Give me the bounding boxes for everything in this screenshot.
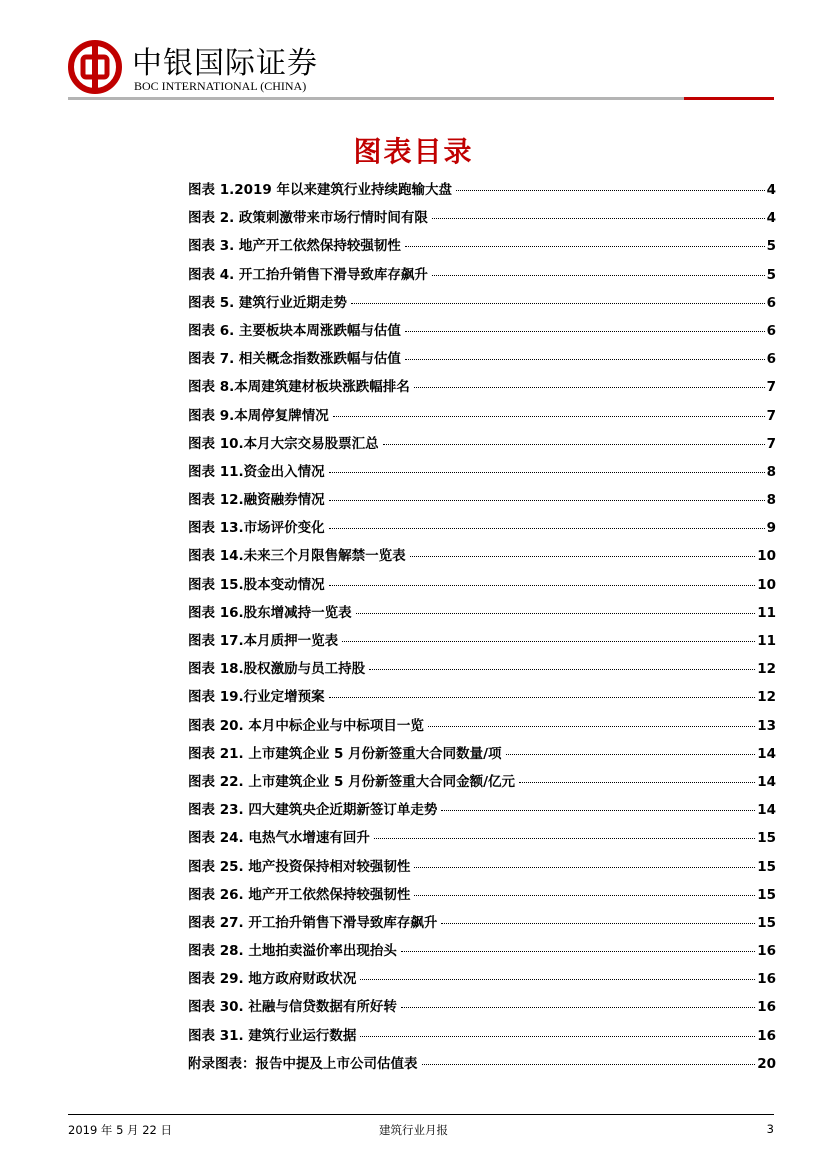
toc-entry-label: 图表 25. 地产投资保持相对较强韧性 [188,858,411,875]
toc-entry-label: 图表 6. 主要板块本周涨跌幅与估值 [188,322,401,339]
toc-entry[interactable] [188,544,776,572]
toc-leader-dots [401,1007,755,1008]
toc-entry-label: 图表 22. 上市建筑企业 5 月份新签重大合同金额/亿元 [188,773,516,790]
toc-entry-label: 图表 28. 土地拍卖溢价率出现抬头 [188,943,397,960]
toc-entry-label: 图表 11.资金出入情况 [188,463,325,480]
toc-entry[interactable] [188,263,776,291]
toc-entry-label: 图表 13.市场评价变化 [188,520,325,537]
toc-entry[interactable] [188,319,776,347]
toc-leader-dots [329,472,765,473]
toc-leader-dots [456,190,765,191]
toc-leader-dots [414,867,755,868]
toc-entry-page: 4 [766,210,776,227]
toc-leader-dots [351,303,765,304]
header-divider [68,97,684,100]
toc-entry-label: 图表 18.股权激励与员工持股 [188,661,366,678]
toc-entry-page: 6 [766,322,776,339]
toc-entry-page: 10 [757,548,776,565]
toc-entry-page: 15 [757,886,776,903]
footer-date: 2019 年 5 月 22 日 [68,1123,172,1137]
toc-entry-page: 16 [757,1027,776,1044]
toc-entry-label: 图表 21. 上市建筑企业 5 月份新签重大合同数量/项 [188,745,502,762]
toc-leader-dots [405,359,765,360]
toc-entry-page: 20 [757,1055,776,1072]
toc-leader-dots [360,1036,755,1037]
toc-entry-page: 15 [757,914,776,931]
toc-entry-page: 5 [766,266,776,283]
toc-leader-dots [506,754,756,755]
header-divider-accent [684,97,774,100]
footer-divider [68,1114,774,1115]
toc-entry-label: 图表 1.2019 年以来建筑行业持续跑输大盘 [188,182,452,198]
toc-entry[interactable] [188,375,776,403]
toc-entry-page: 16 [757,943,776,960]
toc-entry[interactable] [188,516,776,544]
toc-entry[interactable] [188,460,776,488]
toc-entry-page: 6 [766,294,776,311]
toc-entry[interactable] [188,742,776,770]
brand-name-en: BOC INTERNATIONAL (CHINA) [134,79,307,93]
toc-entry[interactable] [188,798,776,826]
toc-leader-dots [333,416,765,417]
toc-leader-dots [369,669,755,670]
toc-entry-label: 图表 8.本周建筑建材板块涨跌幅排名 [188,379,410,396]
toc-entry-label: 图表 17.本月质押一览表 [188,633,339,649]
toc-leader-dots [329,528,765,529]
toc-entry[interactable] [188,206,776,234]
page-title: 图表目录 [353,135,474,168]
toc-entry[interactable] [188,911,776,939]
footer-report-type: 建筑行业月报 [379,1123,448,1137]
toc-leader-dots [414,895,755,896]
toc-entry-label: 图表 15.股本变动情况 [188,576,325,593]
toc-entry[interactable] [188,432,776,460]
toc-entry[interactable] [188,685,776,713]
toc-entry-page: 10 [757,576,776,593]
toc-entry-page: 4 [766,182,776,198]
toc-entry-page: 5 [766,238,776,255]
toc-entry-page: 12 [757,661,776,678]
toc-entry-label: 图表 2. 政策刺激带来市场行情时间有限 [188,210,428,227]
toc-entry-label: 图表 20. 本月中标企业与中标项目一览 [188,717,424,734]
toc-entry-page: 13 [757,717,776,734]
toc-entry-label: 图表 30. 社融与信贷数据有所好转 [188,999,397,1016]
toc-entry-label: 图表 31. 建筑行业运行数据 [188,1027,357,1044]
toc-entry[interactable] [188,967,776,995]
toc-leader-dots [374,838,755,839]
toc-leader-dots [342,641,755,642]
toc-entry[interactable] [188,883,776,911]
toc-entry-page: 16 [757,999,776,1016]
toc-entry-label: 图表 5. 建筑行业近期走势 [188,294,347,311]
toc-leader-dots [329,500,765,501]
page-number: 3 [766,1122,774,1136]
table-of-figures [188,178,776,1080]
toc-entry-page: 16 [757,971,776,988]
toc-leader-dots [329,697,756,698]
toc-entry-page: 15 [757,858,776,875]
toc-entry-label: 图表 9.本周停复牌情况 [188,407,329,424]
toc-entry[interactable] [188,601,776,629]
toc-entry[interactable] [188,770,776,798]
toc-entry[interactable] [188,939,776,967]
toc-entry-page: 8 [766,492,776,509]
toc-entry-label: 图表 10.本月大宗交易股票汇总 [188,435,379,452]
toc-entry-page: 9 [766,520,776,537]
toc-entry-page: 7 [766,435,776,452]
toc-entry-label: 图表 7. 相关概念指数涨跌幅与估值 [188,351,401,368]
toc-entry-page: 6 [766,351,776,368]
toc-entry-label: 图表 14.未来三个月限售解禁一览表 [188,548,406,565]
toc-entry[interactable] [188,178,776,206]
toc-entry[interactable] [188,291,776,319]
toc-entry-page: 11 [757,633,776,649]
toc-entry[interactable] [188,1052,776,1080]
toc-leader-dots [441,923,755,924]
brand-name-cn: 中银国际证券 [132,46,318,81]
toc-entry[interactable] [188,488,776,516]
toc-leader-dots [410,556,756,557]
toc-entry[interactable] [188,573,776,601]
toc-entry-page: 8 [766,463,776,480]
toc-leader-dots [405,331,765,332]
toc-entry-page: 14 [757,802,776,819]
toc-entry-page: 15 [757,830,776,847]
toc-entry-page: 11 [757,604,776,621]
toc-entry-label: 图表 19.行业定增预案 [188,689,325,706]
toc-entry-page: 7 [766,407,776,424]
toc-entry-page: 14 [757,773,776,790]
toc-entry[interactable] [188,657,776,685]
toc-entry-label: 图表 27. 开工抬升销售下滑导致库存飙升 [188,914,438,931]
toc-leader-dots [441,810,755,811]
toc-entry-page: 14 [757,745,776,762]
page-header [68,38,774,102]
toc-entry-label: 图表 3. 地产开工依然保持较强韧性 [188,238,401,255]
toc-entry-label: 图表 24. 电热气水增速有回升 [188,830,370,847]
toc-leader-dots [519,782,755,783]
toc-leader-dots [329,585,756,586]
boc-logo-icon [68,40,122,94]
toc-entry[interactable] [188,995,776,1023]
toc-leader-dots [432,218,765,219]
toc-entry-page: 12 [757,689,776,706]
toc-entry-label: 图表 23. 四大建筑央企近期新签订单走势 [188,802,438,819]
toc-entry[interactable] [188,234,776,262]
toc-entry-label: 图表 12.融资融券情况 [188,492,325,509]
toc-entry[interactable] [188,629,776,657]
toc-leader-dots [432,275,765,276]
toc-entry-label: 图表 16.股东增减持一览表 [188,604,352,621]
toc-leader-dots [414,387,765,388]
toc-entry[interactable] [188,404,776,432]
toc-entry[interactable] [188,347,776,375]
toc-entry[interactable] [188,1024,776,1052]
toc-entry-label: 图表 4. 开工抬升销售下滑导致库存飙升 [188,266,428,283]
toc-leader-dots [360,979,755,980]
toc-entry-label: 图表 26. 地产开工依然保持较强韧性 [188,886,411,903]
toc-entry-page: 7 [766,379,776,396]
toc-leader-dots [405,246,765,247]
toc-leader-dots [422,1064,756,1065]
toc-leader-dots [383,444,765,445]
toc-leader-dots [428,726,755,727]
toc-leader-dots [356,613,756,614]
toc-entry[interactable] [188,826,776,854]
toc-entry[interactable] [188,714,776,742]
toc-entry-label: 图表 29. 地方政府财政状况 [188,971,357,988]
toc-leader-dots [401,951,755,952]
toc-entry-label: 附录图表：报告中提及上市公司估值表 [188,1055,418,1072]
toc-entry[interactable] [188,855,776,883]
